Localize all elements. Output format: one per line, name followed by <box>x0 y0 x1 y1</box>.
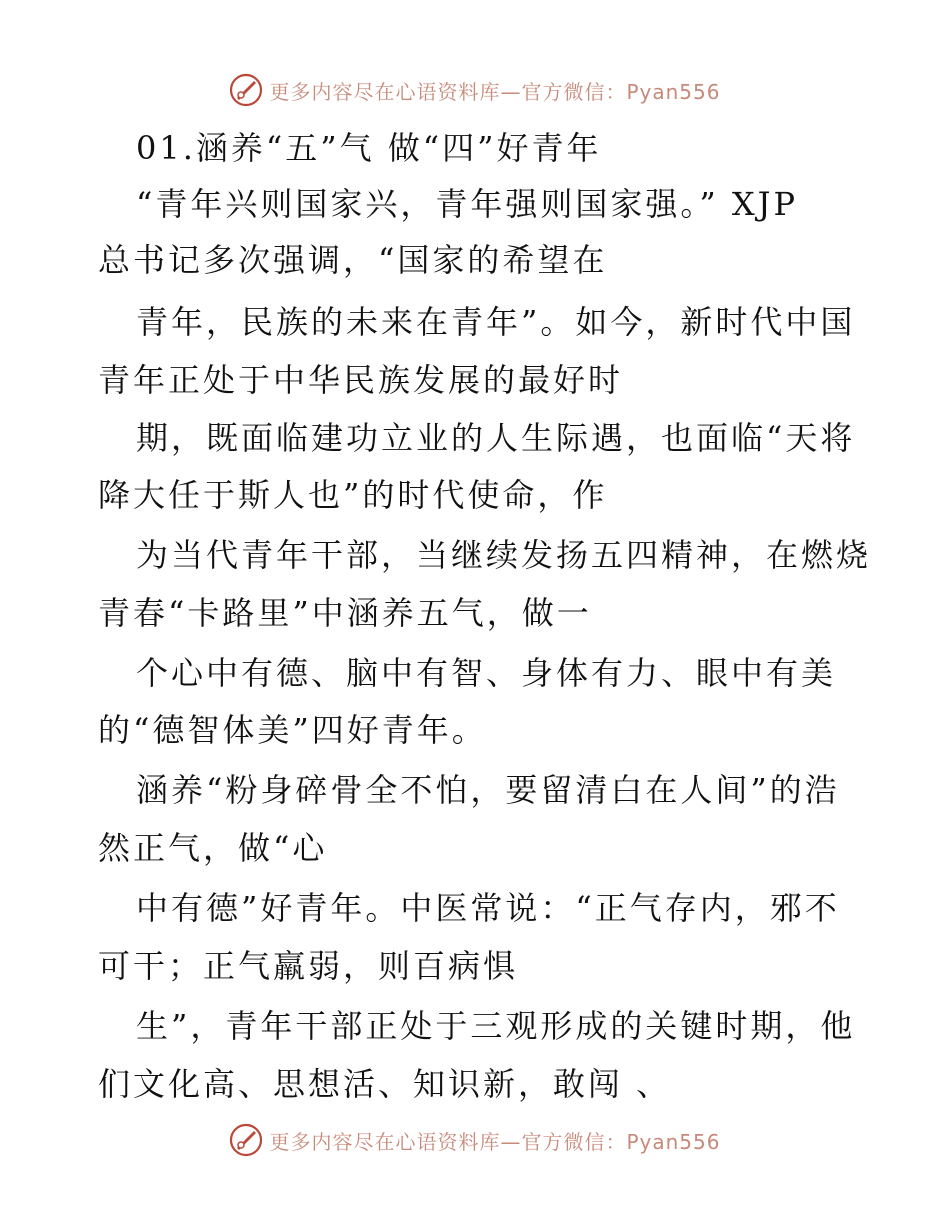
paragraph-line: 中有德”好青年。中医常说：“正气存内，邪不 <box>136 889 840 927</box>
paragraph-line: 降大任于斯人也”的时代使命，作 <box>98 476 608 514</box>
paragraph-line: 青年正处于中华民族发展的最好时 <box>98 361 624 399</box>
paragraph-line: 青春“卡路里”中涵养五气，做一 <box>98 594 592 632</box>
paragraph-line: 生”，青年干部正处于三观形成的关键时期，他 <box>136 1007 856 1045</box>
paragraph-line: 然正气，做“心 <box>98 829 328 867</box>
header-banner-text: 更多内容尽在心语资料库—官方微信：Pyan556 <box>269 79 721 104</box>
paragraph-line: 青年，民族的未来在青年”。如今，新时代中国 <box>136 303 856 341</box>
logo-icon <box>229 1123 263 1157</box>
header-banner <box>0 70 950 110</box>
paragraph-line: 的“德智体美”四好青年。 <box>98 711 487 749</box>
logo-icon <box>229 73 263 107</box>
paragraph-line: 们文化高、思想活、知识新，敢闯 、 <box>98 1065 672 1103</box>
paragraph-line: 涵养“粉身碎骨全不怕，要留清白在人间”的浩 <box>136 771 840 809</box>
paragraph-line: “青年兴则国家兴，青年强则国家强。” XJP <box>136 185 799 223</box>
paragraph-line: 总书记多次强调，“国家的希望在 <box>98 241 608 279</box>
paragraph-line: 个心中有德、脑中有智、身体有力、眼中有美 <box>136 654 837 692</box>
footer-banner-text: 更多内容尽在心语资料库—官方微信：Pyan556 <box>269 1129 721 1154</box>
document-title: 01.涵养“五”气 做“四”好青年 <box>136 129 602 167</box>
paragraph-line: 期，既面临建功立业的人生际遇，也面临“天将 <box>136 419 856 457</box>
paragraph-line: 可干；正气羸弱，则百病惧 <box>98 947 519 985</box>
paragraph-line: 为当代青年干部，当继续发扬五四精神，在燃烧 <box>136 536 872 574</box>
footer-banner <box>0 1120 950 1160</box>
